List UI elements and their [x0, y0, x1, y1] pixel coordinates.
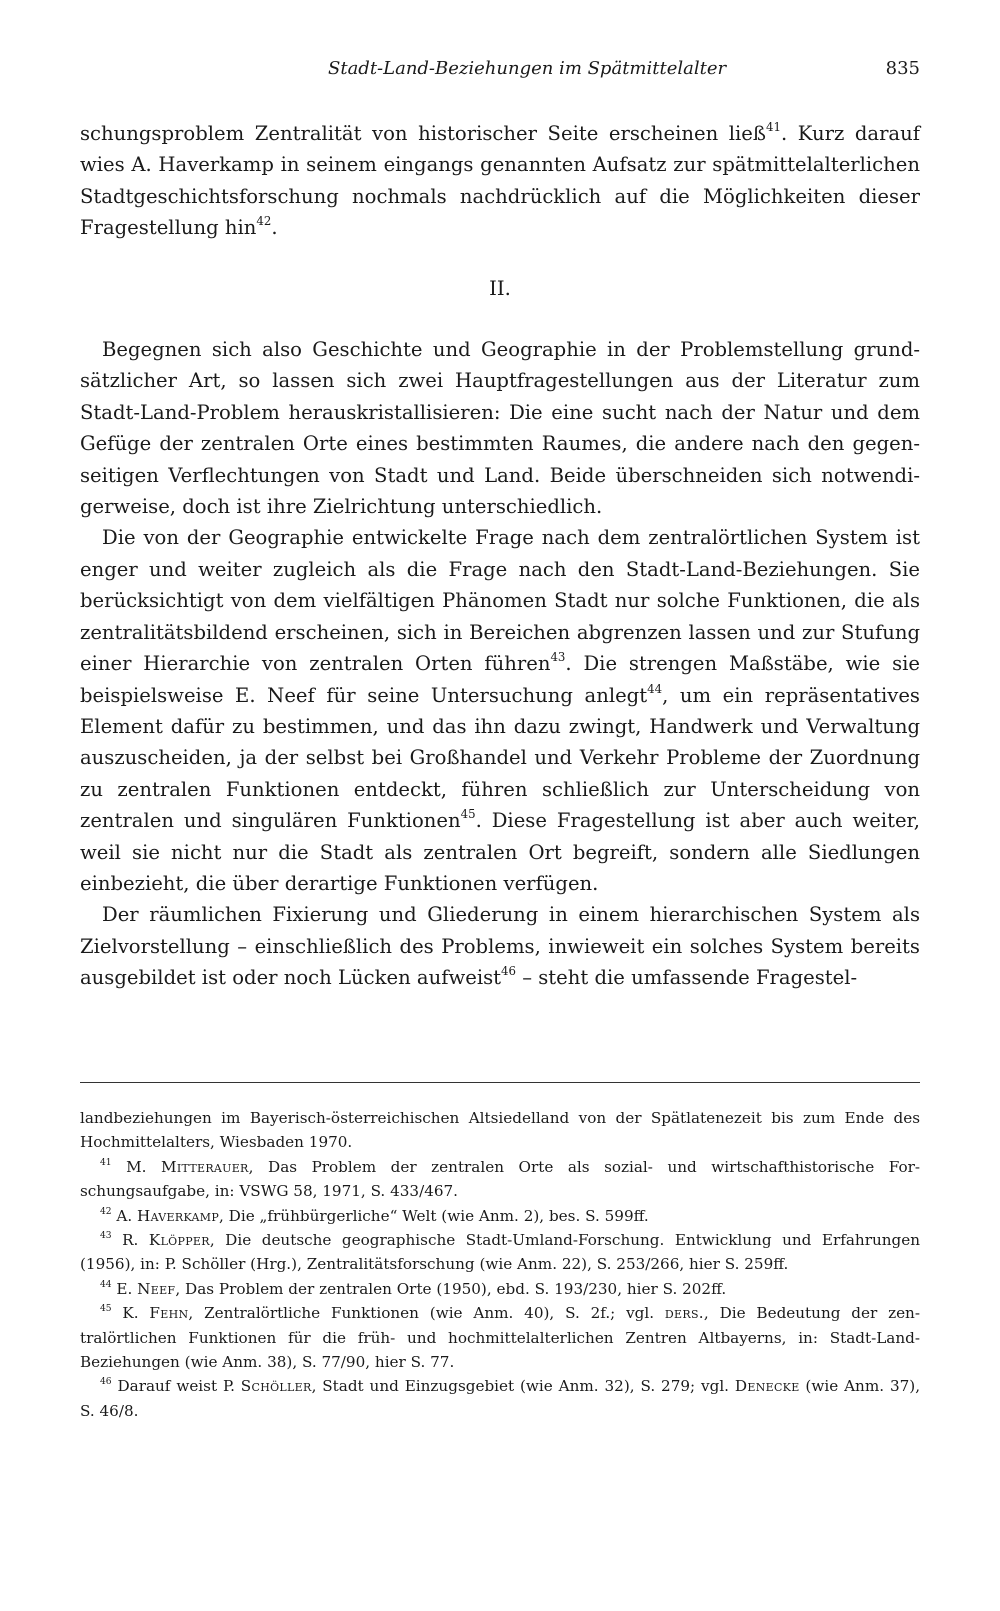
- footnote-number: 45: [100, 1304, 112, 1315]
- author-name: Denecke: [734, 1377, 800, 1396]
- footnote-42: [80, 1204, 920, 1228]
- text-run: , Die deutsche geographische Stadt-Umland-Forschung. Entwicklung und Erfahrungen (1956), in: P. Schöller (Hrg.), Zentralitätsforschung (wie Anm. 22), S. 253/266, hier S. 259ff.: [80, 1231, 921, 1274]
- footnote-number: 41: [100, 1157, 112, 1168]
- footnote-ref: 46: [501, 964, 516, 979]
- text-run: , Zentralörtliche Funktionen (wie Anm. 40), S. 2f.; vgl.: [188, 1304, 665, 1323]
- section-heading: II.: [489, 276, 511, 300]
- text-run: Darauf weist P.: [117, 1377, 241, 1396]
- text-run: , Das Problem der zentralen Orte als sozial- und wirtschafthistorische Forschungsaufgabe, in: VSWG 58, 1971, S. 433/467.: [80, 1157, 920, 1201]
- text-run: , Stadt und Einzugsgebiet (wie Anm. 32), S. 279; vgl.: [311, 1377, 735, 1396]
- author-name: Haverkamp: [137, 1206, 220, 1225]
- text-run: . Diese Fragestellung ist aber auch weiter, weil sie nicht nur die Stadt als zentralen Ort begreift, sondern alle Siedlungen einbezieht, die über derartige Funktionen verfügen.: [80, 809, 920, 895]
- author-name: Neef: [137, 1279, 176, 1298]
- footnote-number: 44: [100, 1280, 112, 1291]
- paragraph-1: Begegnen sich also Geschichte und Geographie in der Problemstellung grundsätzlicher Art, so lassen sich zwei Hauptfragestellungen aus der Literatur zum Stadt-Land-Problem herauskristallisieren: Die eine sucht nach der Natur und dem Gefüge der zentralen Orte eines bestimmten Raumes, die andere nach den gegenseitigen Verflechtungen von Stadt und Land. Beide überschneiden sich notwendigerweise, doch ist ihre Zielrichtung unterschiedlich.: [80, 338, 920, 519]
- page-header: [80, 58, 920, 88]
- text-run: A.: [116, 1206, 138, 1225]
- author-name: Schöller: [240, 1377, 312, 1396]
- running-title: Stadt-Land-Beziehungen im Spätmittelalter: [328, 58, 727, 79]
- text-run: E.: [116, 1279, 138, 1298]
- footnote-46: [80, 1374, 920, 1423]
- footnote-45: [80, 1301, 920, 1374]
- footnote-ref: 41: [765, 120, 781, 135]
- text-run: . Kurz darauf wies A. Haverkamp in seinem eingangs genannten Aufsatz zur spätmittelalterlichen Stadtgeschichtsforschung nochmals nachdrücklich auf die Möglichkeiten dieser Fragestellung hin: [80, 122, 920, 240]
- text-run: . Die strengen Maßstäbe, wie sie beispielsweise E. Neef für seine Untersuchung anlegt: [80, 652, 920, 707]
- text-run: (wie Anm. 37), S. 46/8.: [80, 1377, 921, 1420]
- footnote-continuation: landbeziehungen im Bayerisch-österreichischen Altsiedelland von der Spätlatenezeit bis zum Ende des Hochmittelalters, Wiesbaden 1970.: [80, 1109, 920, 1152]
- text-run: R.: [122, 1231, 149, 1250]
- text-run: Der räumlichen Fixierung und Gliederung in einem hierarchischen System als Zielvorstellung – einschließlich des Problems, inwieweit ein solches System bereits ausgebildet ist oder noch Lücken aufweist: [80, 903, 920, 990]
- footnote-number: 42: [100, 1206, 112, 1217]
- footnote-41: [80, 1155, 920, 1204]
- author-name: Fehn: [149, 1304, 189, 1323]
- text-run: , Die „frühbürgerliche“ Welt (wie Anm. 2), bes. S. 599ff.: [219, 1206, 649, 1225]
- text-run: schungsproblem Zentralität von historischer Seite erscheinen ließ: [80, 122, 766, 145]
- paragraph-2: [80, 522, 920, 899]
- footnote-number: 46: [100, 1377, 112, 1388]
- paragraph-3: [80, 899, 920, 993]
- text-run: , um ein repräsentatives Element dafür zu bestimmen, und das ihn dazu zwingt, Handwerk und Verwaltung auszuscheiden, ja der selbst bei Großhandel und Verkehr Probleme der Zuordnung zu zentralen Funktionen entdeckt, führen schließlich zur Unterscheidung von zentralen und singulären Funktionen: [80, 683, 920, 833]
- footnotes: [80, 1106, 920, 1423]
- footnote-ref: 42: [256, 214, 272, 229]
- text-run: – steht die umfassende Fragestel-: [516, 966, 858, 990]
- author-name: Mitterauer: [161, 1157, 249, 1176]
- text-run: , Die Bedeutung der zentralörtlichen Funktionen für die früh- und hochmittelalterlichen Zentren Altbayerns, in: Stadt-Land-Beziehungen (wie Anm. 38), S. 77/90, hier S. 77.: [80, 1304, 920, 1372]
- text-run: Die von der Geographie entwickelte Frage nach dem zentralörtlichen System ist enger und weiter zugleich als die Frage nach den Stadt-Land-Beziehungen. Sie berücksichtigt von dem vielfältigen Phänomen Stadt nur solche Funktionen, die als zentralitätsbildend erscheinen, sich in Bereichen abgrenzen lassen und zur Stufung einer Hierarchie von zentralen Orten führen: [80, 526, 920, 676]
- footnote-ref: 44: [647, 681, 663, 696]
- footnote-44: [80, 1277, 920, 1301]
- footnote-ref: 45: [460, 807, 476, 822]
- main-text: [80, 118, 920, 994]
- text-run: K.: [122, 1304, 150, 1323]
- intro-paragraph: [80, 118, 920, 244]
- footnote-43: [80, 1228, 920, 1277]
- author-name: ders.: [664, 1304, 704, 1323]
- page-number: 835: [885, 58, 920, 79]
- footnote-number: 43: [100, 1231, 112, 1242]
- author-name: Klöpper: [148, 1231, 210, 1250]
- footnote-ref: 43: [550, 650, 566, 665]
- text-run: .: [271, 216, 278, 240]
- footnote-divider: [80, 1082, 920, 1083]
- text-run: M.: [126, 1157, 162, 1176]
- text-run: , Das Problem der zentralen Orte (1950), ebd. S. 193/230, hier S. 202ff.: [175, 1279, 727, 1298]
